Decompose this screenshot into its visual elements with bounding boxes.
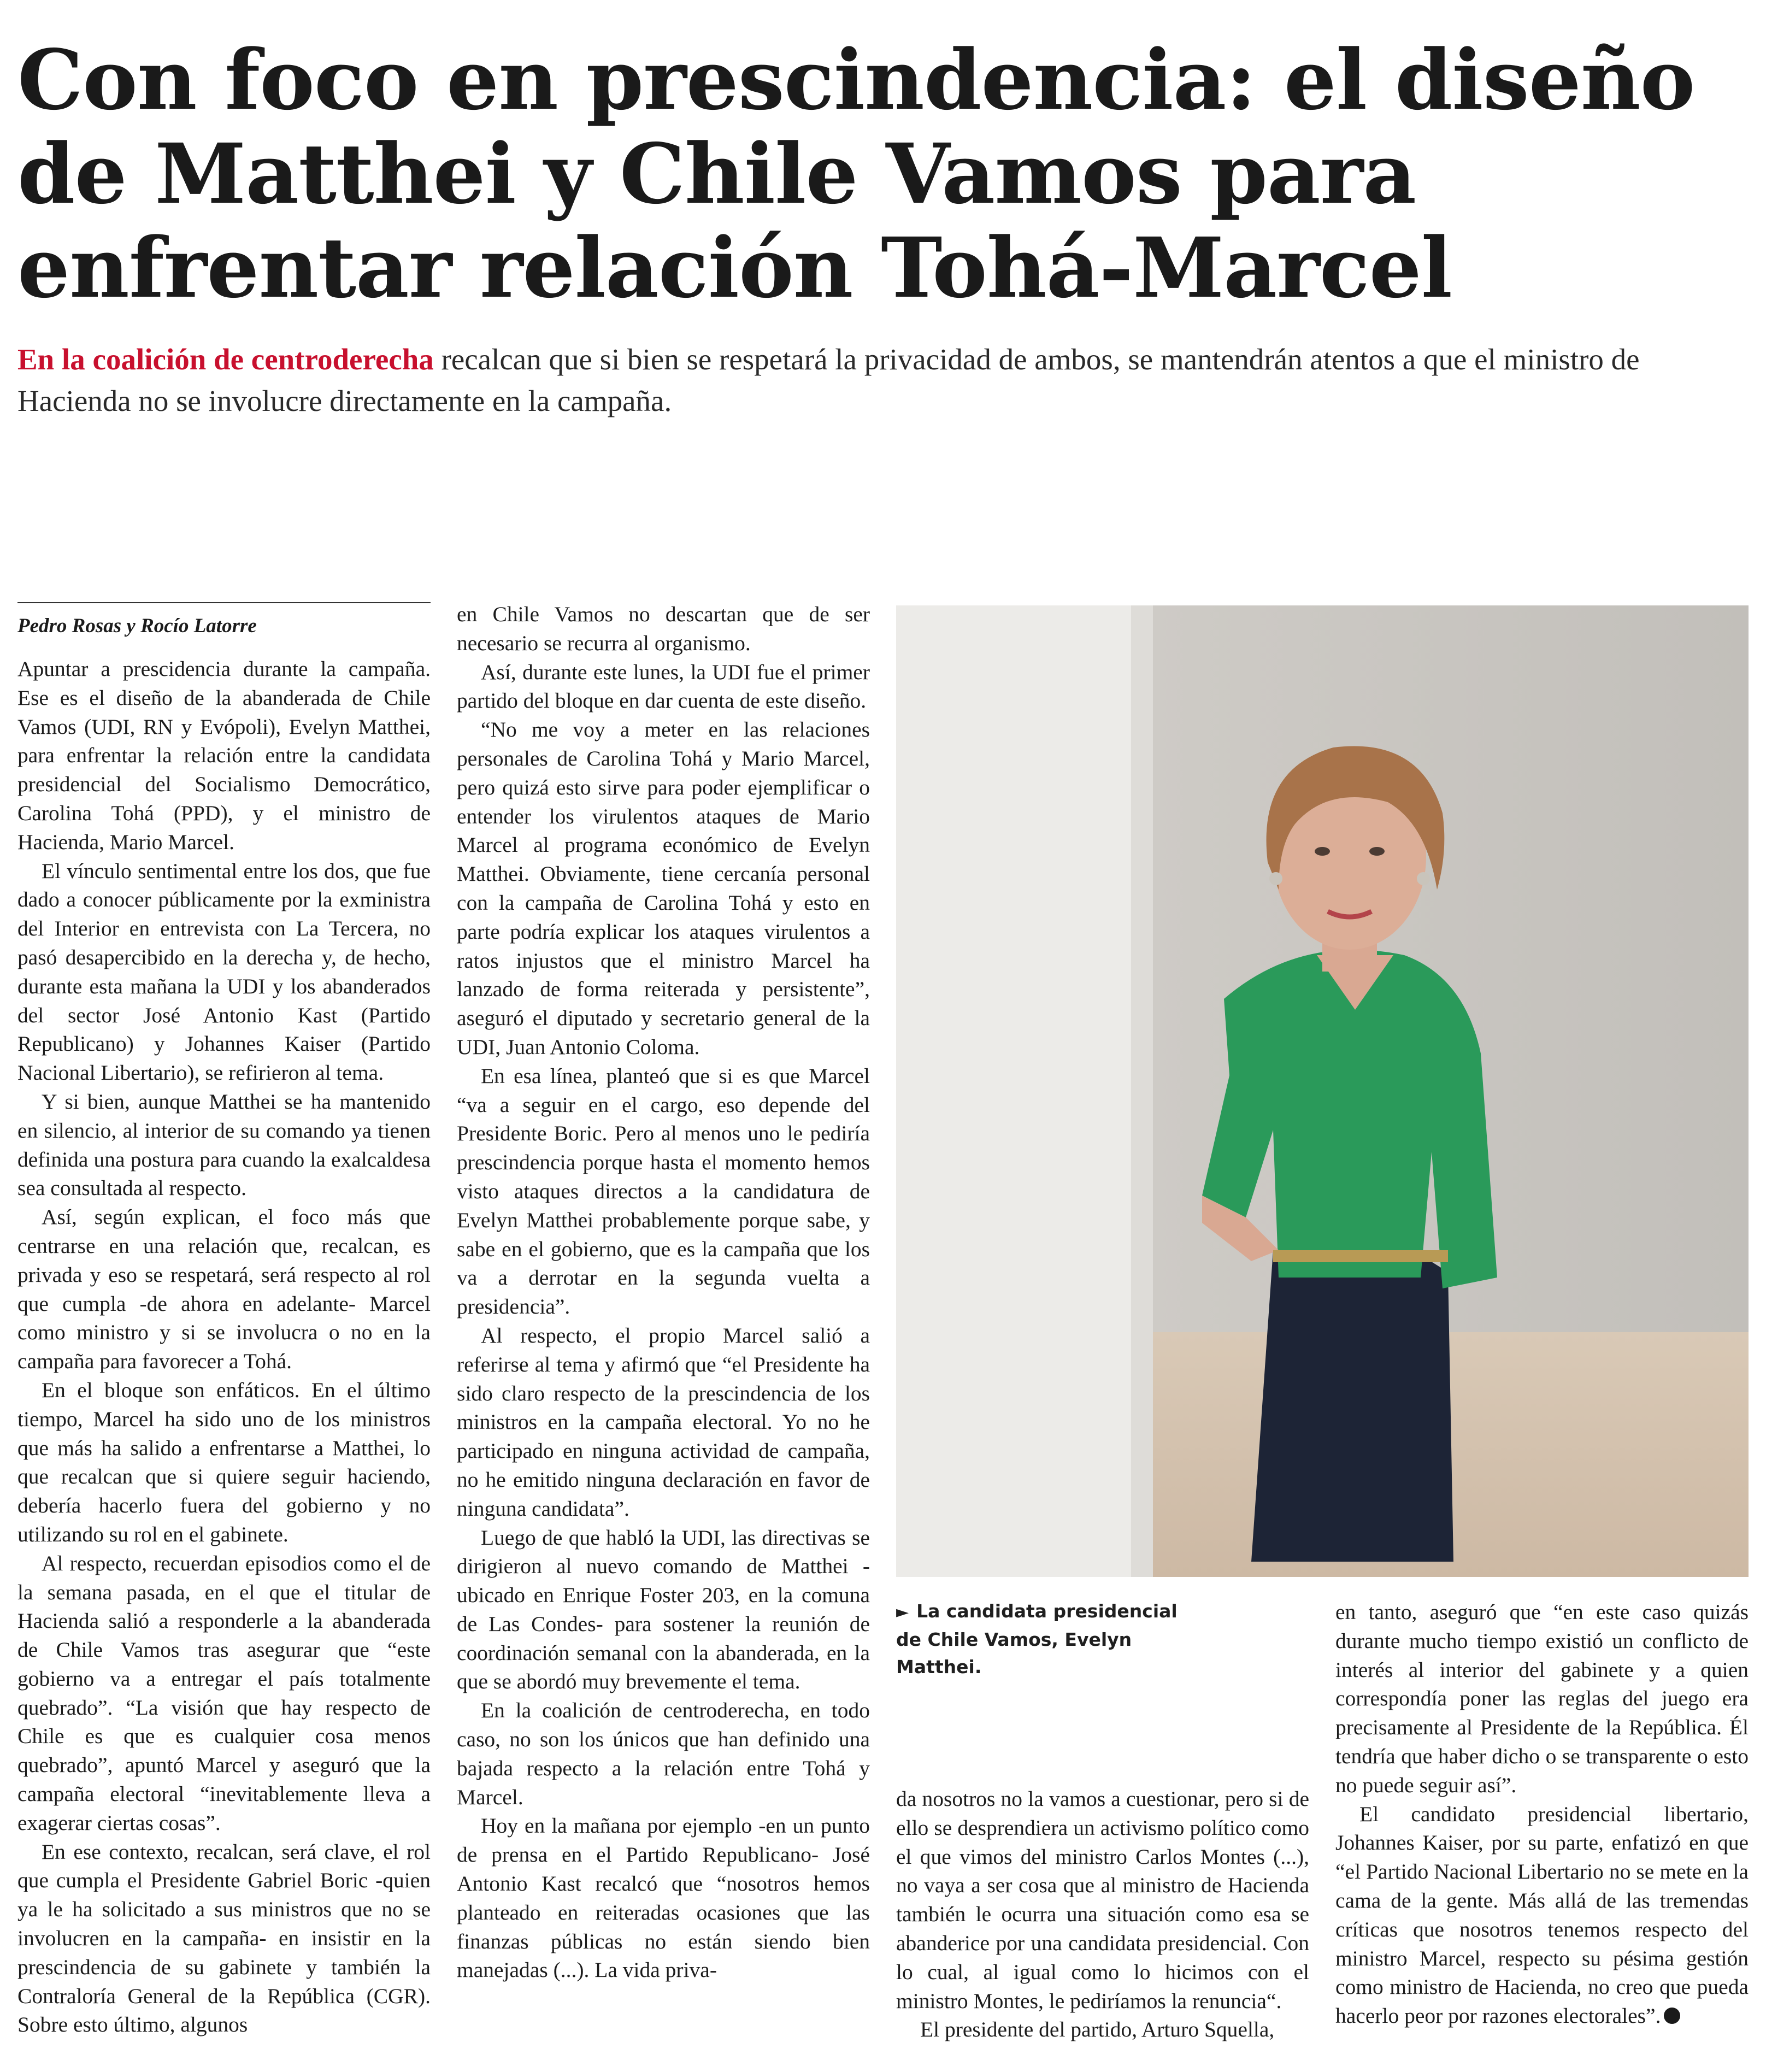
column-1 [17, 655, 431, 2059]
column-4 [1335, 1598, 1749, 2059]
byline: Pedro Rosas y Rocío Latorre [17, 602, 431, 640]
paragraph: Apuntar a prescidencia durante la campaña. Ese es el diseño de la abanderada de Chile Vamos (UDI, RN y Evópoli), Evelyn Matthei, para enfrentar la relación entre la candidata presidencial del Socialismo Democrático, Carolina Tohá (PPD), y el ministro de Hacienda, Mario Marcel. [17, 657, 431, 854]
triangle-right-icon: ► [896, 1603, 909, 1622]
subhead [17, 339, 1744, 422]
paragraph: en Chile Vamos no descartan que de ser necesario se recurra al organismo. [457, 602, 870, 655]
paragraph: “No me voy a meter en las relaciones personales de Carolina Tohá y Mario Marcel, pero quizá esto sirve para poder ejemplificar o entender los virulentos ataques de Mario Marcel al programa económico de Evelyn Matthei. Obviamente, tiene cercanía personal con la campaña de Carolina Tohá y esto en parte podría explicar los ataques virulentos a ratos injustos que el ministro Marcel ha lanzado de forma reiterada y persistente”, aseguró el diputado y secretario general de la UDI, Juan Antonio Coloma. [457, 717, 870, 1059]
headline: Con foco en prescindencia: el diseño de Matthei y Chile Vamos para enfrentar relación Tohá-Marcel [17, 31, 1695, 316]
paragraph: Así, según explican, el foco más que centrarse en una relación que, recalcan, es privada y eso se respetará, será respecto al rol que cumpla -de ahora en adelante- Marcel como ministro y si se involucra o no en la campaña para favorecer a Tohá. [17, 1205, 431, 1374]
paragraph-text: El candidato presidencial libertario, Johannes Kaiser, por su parte, enfatizó en que “el Partido Nacional Libertario no se mete en la cama de la gente. Más allá de las tremendas críticas que nosotros tenemos respecto del ministro Marcel, respecto su pésima gestión como ministro de Hacienda, no creo que pueda hacerlo peor por razones electorales”. [1335, 1802, 1749, 2028]
paragraph: El vínculo sentimental entre los dos, que fue dado a conocer públicamente por la exministra del Interior en entrevista con La Tercera, no pasó desapercibido en la derecha y, de hecho, durante esta mañana la UDI y los abanderados del sector José Antonio Kast (Partido Republicano) y Johannes Kaiser (Partido Nacional Libertario), se refirieron al tema. [17, 858, 431, 1085]
paragraph [1335, 1800, 1749, 2030]
article-photo [896, 605, 1749, 1577]
paragraph: Hoy en la mañana por ejemplo -en un punto de prensa en el Partido Republicano- José Antonio Kast recalcó que “nosotros hemos planteado en reiteradas ocasiones que las finanzas públicas no están siendo bien manejadas (...). La vida priva- [457, 1814, 870, 1982]
portrait-illustration [896, 605, 1749, 1577]
paragraph: En el bloque son enfáticos. En el último tiempo, Marcel ha sido uno de los ministros que más ha salido a enfrentarse a Matthei, lo que recalcan que si quiere seguir haciendo, debería hacerlo fuera del gobierno y no utilizando su rol en el gabinete. [17, 1378, 431, 1546]
subhead-accent: En la coalición de centroderecha [17, 343, 434, 376]
paragraph: Luego de que habló la UDI, las directivas se dirigieron al nuevo comando de Matthei -ubicado en Enrique Foster 203, en la comuna de Las Condes- para sostener la reunión de coordinación semanal con la abanderada, en la que se abordó muy brevemente el tema. [457, 1525, 870, 1694]
paragraph: En ese contexto, recalcan, será clave, el rol que cumpla el Presidente Gabriel Boric -quien ya le ha solicitado a sus ministros que no se involucren en la campaña- en insistir en la prescindencia de su gabinete y también la Contraloría General de la República (CGR). Sobre esto último, algunos [17, 1839, 431, 2037]
end-dot-icon [1664, 2008, 1680, 2024]
subhead-text: recalcan que si bien se respetará la privacidad de ambos, se mantendrán atentos a que el ministro de Hacienda no se involucre directamente en la campaña. [17, 343, 1640, 417]
paragraph: Al respecto, recuerdan episodios como el de la semana pasada, en el que el titular de Hacienda salió a responderle a la abanderada de Chile Vamos tras asegurar que “este gobierno va a entregar el país totalmente quebrado”. “La visión que hay respecto de Chile es que es cualquier cosa menos quebrado”, apuntó Marcel y aseguró que la campaña electoral “inevitablemente lleva a exagerar ciertas cosas”. [17, 1551, 431, 1835]
paragraph: Así, durante este lunes, la UDI fue el primer partido del bloque en dar cuenta de este diseño. [457, 660, 870, 713]
column-3 [896, 1785, 1309, 2059]
paragraph: en tanto, aseguró que “en este caso quizás durante mucho tiempo existió un conflicto de interés al interior del gabinete y a quien correspondía poner las reglas del juego era precisamente al Presidente de la República. Él tendría que haber dicho o se transparente o esto no puede seguir así”. [1335, 1600, 1749, 1797]
paragraph: El presidente del partido, Arturo Squella, [920, 2017, 1275, 2042]
caption-text: La candidata presidencial de Chile Vamos, Evelyn Matthei. [896, 1600, 1178, 1677]
paragraph: Al respecto, el propio Marcel salió a referirse al tema y afirmó que “el Presidente ha sido claro respecto de la prescindencia de los ministros en la campaña electoral. Yo no he participado en ninguna actividad de campaña, no he emitido ninguna declaración en favor de ninguna candidata”. [457, 1323, 870, 1521]
paragraph: En esa línea, planteó que si es que Marcel “va a seguir en el cargo, eso depende del Presidente Boric. Pero al menos uno le pediría prescindencia porque hasta el momento hemos visto ataques directos a la candidatura de Evelyn Matthei probablemente porque sabe, y sabe en el gobierno, que es la campaña que los va a derrotar en la segunda vuelta a presidencia”. [457, 1063, 870, 1319]
paragraph: da nosotros no la vamos a cuestionar, pero si de ello se desprendiera un activismo político como el que vimos del ministro Carlos Montes (...), no vaya a ser cosa que al ministro de Hacienda también le ocurra una situación como esa se abanderice por una candidata presidencial. Con lo cual, al igual como lo hicimos con el ministro Montes, le pediríamos la renuncia“. [896, 1787, 1309, 2013]
paragraph: Y si bien, aunque Matthei se ha mantenido en silencio, al interior de su comando ya tienen definida una postura para cuando la exalcaldesa sea consultada al respecto. [17, 1089, 431, 1200]
photo-caption [896, 1598, 1202, 1681]
paragraph: En la coalición de centroderecha, en todo caso, no son los únicos que han definido una bajada respecto a la relación entre Tohá y Marcel. [457, 1698, 870, 1809]
column-2 [457, 600, 870, 2059]
